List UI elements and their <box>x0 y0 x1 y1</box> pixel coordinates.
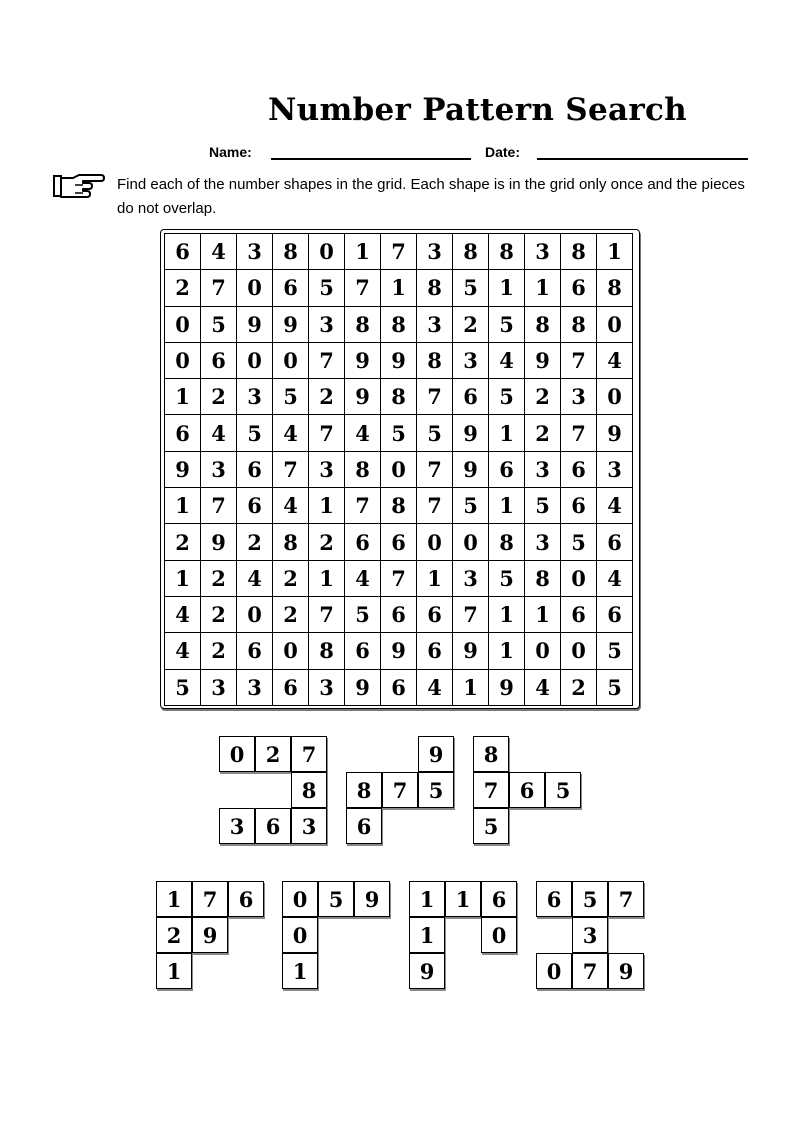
grid-cell: 6 <box>237 633 273 669</box>
grid-cell: 2 <box>309 379 345 415</box>
grid-cell: 3 <box>561 379 597 415</box>
grid-cell: 1 <box>381 270 417 306</box>
grid-cell: 7 <box>309 415 345 451</box>
grid-cell: 1 <box>489 488 525 524</box>
piece-cell: 1 <box>445 881 481 917</box>
grid-cell: 4 <box>525 670 561 706</box>
piece-cell: 7 <box>382 772 418 808</box>
grid-cell: 8 <box>309 633 345 669</box>
grid-cell: 9 <box>381 343 417 379</box>
grid-cell: 7 <box>417 488 453 524</box>
grid-cell: 6 <box>561 452 597 488</box>
grid-cell: 4 <box>237 561 273 597</box>
piece-cell: 3 <box>219 808 255 844</box>
grid-cell: 7 <box>201 488 237 524</box>
grid-cell: 8 <box>381 488 417 524</box>
grid-cell: 4 <box>201 234 237 270</box>
grid-cell: 8 <box>417 270 453 306</box>
grid-cell: 0 <box>561 633 597 669</box>
grid-cell: 3 <box>237 670 273 706</box>
grid-cell: 1 <box>489 270 525 306</box>
grid-cell: 5 <box>597 670 633 706</box>
grid-cell: 2 <box>525 415 561 451</box>
piece-cell: 3 <box>291 808 327 844</box>
grid-cell: 8 <box>381 307 417 343</box>
grid-cell: 6 <box>345 633 381 669</box>
instructions-text: Find each of the number shapes in the grid. Each shape is in the grid only once and the pieces do not overlap. <box>117 176 745 217</box>
grid-cell: 8 <box>381 379 417 415</box>
grid-cell: 6 <box>417 597 453 633</box>
grid-cell: 3 <box>417 234 453 270</box>
piece-cell: 0 <box>536 953 572 989</box>
grid-cell: 5 <box>453 270 489 306</box>
grid-cell: 1 <box>525 597 561 633</box>
name-label: Name: <box>209 144 252 160</box>
piece-cell: 9 <box>409 953 445 989</box>
grid-cell: 9 <box>489 670 525 706</box>
grid-cell: 8 <box>453 234 489 270</box>
page-title: Number Pattern Search <box>267 92 688 128</box>
grid-cell: 1 <box>165 561 201 597</box>
piece-cell: 5 <box>473 808 509 844</box>
grid-cell: 7 <box>381 561 417 597</box>
grid-cell: 2 <box>165 270 201 306</box>
piece-cell: 1 <box>156 953 192 989</box>
grid-cell: 7 <box>381 234 417 270</box>
grid-cell: 3 <box>525 452 561 488</box>
grid-cell: 6 <box>273 670 309 706</box>
grid-cell: 7 <box>309 343 345 379</box>
grid-cell: 5 <box>597 633 633 669</box>
grid-cell: 5 <box>165 670 201 706</box>
name-line[interactable] <box>271 158 471 160</box>
piece-cell: 0 <box>282 881 318 917</box>
grid-cell: 6 <box>597 524 633 560</box>
grid-cell: 1 <box>525 270 561 306</box>
grid-cell: 0 <box>525 633 561 669</box>
piece-cell: 5 <box>545 772 581 808</box>
grid-cell: 3 <box>417 307 453 343</box>
grid-cell: 8 <box>273 524 309 560</box>
grid-cell: 6 <box>561 597 597 633</box>
grid-cell: 3 <box>309 452 345 488</box>
grid-cell: 1 <box>417 561 453 597</box>
grid-cell: 8 <box>561 234 597 270</box>
grid-cell: 4 <box>273 488 309 524</box>
grid-cell: 1 <box>489 597 525 633</box>
grid-cell: 8 <box>525 307 561 343</box>
piece-cell: 1 <box>282 953 318 989</box>
grid-cell: 6 <box>561 488 597 524</box>
piece-cell: 6 <box>509 772 545 808</box>
piece-cell: 8 <box>291 772 327 808</box>
grid-cell: 5 <box>489 561 525 597</box>
grid-cell: 9 <box>597 415 633 451</box>
grid-cell: 7 <box>345 488 381 524</box>
grid-cell: 5 <box>201 307 237 343</box>
grid-cell: 5 <box>489 307 525 343</box>
grid-cell: 6 <box>237 488 273 524</box>
piece-cell: 9 <box>608 953 644 989</box>
grid-cell: 2 <box>273 597 309 633</box>
piece-cell: 9 <box>418 736 454 772</box>
piece-cell: 8 <box>346 772 382 808</box>
grid-cell: 2 <box>309 524 345 560</box>
grid-cell: 2 <box>165 524 201 560</box>
grid-cell: 0 <box>165 307 201 343</box>
piece-cell: 5 <box>418 772 454 808</box>
grid-cell: 5 <box>417 415 453 451</box>
pointing-hand-icon <box>53 172 105 200</box>
grid-cell: 3 <box>237 234 273 270</box>
grid-cell: 0 <box>597 307 633 343</box>
grid-cell: 2 <box>201 379 237 415</box>
grid-cell: 6 <box>561 270 597 306</box>
grid-cell: 0 <box>597 379 633 415</box>
piece-cell: 8 <box>473 736 509 772</box>
grid-cell: 9 <box>345 670 381 706</box>
date-label: Date: <box>485 144 521 160</box>
grid-cell: 7 <box>309 597 345 633</box>
grid-cell: 5 <box>489 379 525 415</box>
grid-cell: 5 <box>309 270 345 306</box>
piece-cell: 1 <box>409 917 445 953</box>
grid-cell: 0 <box>417 524 453 560</box>
grid-cell: 9 <box>525 343 561 379</box>
grid-cell: 0 <box>237 270 273 306</box>
grid-cell: 6 <box>489 452 525 488</box>
grid-cell: 9 <box>345 379 381 415</box>
piece-cell: 7 <box>572 953 608 989</box>
grid-cell: 9 <box>381 633 417 669</box>
grid-cell: 8 <box>597 270 633 306</box>
piece-cell: 9 <box>192 917 228 953</box>
grid-cell: 2 <box>453 307 489 343</box>
grid-cell: 9 <box>453 415 489 451</box>
grid-cell: 1 <box>165 379 201 415</box>
grid-cell: 0 <box>381 452 417 488</box>
grid-cell: 4 <box>597 488 633 524</box>
grid-cell: 8 <box>489 524 525 560</box>
grid-cell: 7 <box>417 452 453 488</box>
grid-cell: 3 <box>453 561 489 597</box>
grid-cell: 7 <box>561 415 597 451</box>
grid-cell: 1 <box>309 561 345 597</box>
grid-cell: 4 <box>273 415 309 451</box>
piece-cell: 1 <box>409 881 445 917</box>
grid-cell: 1 <box>345 234 381 270</box>
grid-cell: 1 <box>453 670 489 706</box>
grid-cell: 0 <box>237 597 273 633</box>
grid-cell: 4 <box>345 415 381 451</box>
grid-cell: 1 <box>489 633 525 669</box>
piece-cell: 2 <box>156 917 192 953</box>
piece-cell: 0 <box>282 917 318 953</box>
grid-cell: 8 <box>345 452 381 488</box>
grid-cell: 9 <box>345 343 381 379</box>
grid-cell: 0 <box>165 343 201 379</box>
grid-cell: 6 <box>165 415 201 451</box>
grid-cell: 5 <box>237 415 273 451</box>
grid-cell: 0 <box>273 343 309 379</box>
grid-cell: 4 <box>165 633 201 669</box>
piece-cell: 7 <box>608 881 644 917</box>
grid-cell: 9 <box>201 524 237 560</box>
grid-cell: 9 <box>165 452 201 488</box>
piece-cell: 0 <box>481 917 517 953</box>
grid-cell: 0 <box>273 633 309 669</box>
date-line[interactable] <box>537 158 748 160</box>
grid-cell: 3 <box>237 379 273 415</box>
grid-cell: 6 <box>273 270 309 306</box>
piece-cell: 6 <box>481 881 517 917</box>
grid-cell: 4 <box>165 597 201 633</box>
grid-cell: 8 <box>525 561 561 597</box>
grid-cell: 7 <box>453 597 489 633</box>
grid-cell: 2 <box>201 561 237 597</box>
grid-cell: 6 <box>165 234 201 270</box>
grid-cell: 3 <box>201 452 237 488</box>
grid-cell: 2 <box>201 597 237 633</box>
grid-cell: 9 <box>453 633 489 669</box>
grid-cell: 3 <box>309 670 345 706</box>
piece-cell: 7 <box>473 772 509 808</box>
grid-cell: 6 <box>201 343 237 379</box>
grid-cell: 1 <box>489 415 525 451</box>
grid-cell: 5 <box>273 379 309 415</box>
grid-cell: 2 <box>201 633 237 669</box>
grid-cell: 9 <box>237 307 273 343</box>
grid-cell: 8 <box>273 234 309 270</box>
piece-cell: 7 <box>192 881 228 917</box>
grid-cell: 3 <box>453 343 489 379</box>
grid-cell: 8 <box>561 307 597 343</box>
grid-cell: 3 <box>525 524 561 560</box>
grid-cell: 6 <box>381 524 417 560</box>
piece-cell: 3 <box>572 917 608 953</box>
piece-cell: 5 <box>318 881 354 917</box>
grid-cell: 6 <box>417 633 453 669</box>
grid-cell: 3 <box>201 670 237 706</box>
piece-cell: 7 <box>291 736 327 772</box>
piece-cell: 6 <box>536 881 572 917</box>
grid-cell: 0 <box>309 234 345 270</box>
piece-cell: 5 <box>572 881 608 917</box>
grid-cell: 7 <box>201 270 237 306</box>
grid-cell: 3 <box>309 307 345 343</box>
piece-cell: 9 <box>354 881 390 917</box>
grid-cell: 0 <box>453 524 489 560</box>
grid-cell: 6 <box>381 597 417 633</box>
grid-cell: 3 <box>597 452 633 488</box>
grid-cell: 7 <box>561 343 597 379</box>
grid-cell: 8 <box>489 234 525 270</box>
grid-cell: 7 <box>273 452 309 488</box>
piece-cell: 1 <box>156 881 192 917</box>
number-grid-frame <box>160 229 640 709</box>
grid-cell: 1 <box>165 488 201 524</box>
grid-cell: 2 <box>561 670 597 706</box>
grid-cell: 4 <box>201 415 237 451</box>
grid-cell: 1 <box>597 234 633 270</box>
grid-cell: 6 <box>453 379 489 415</box>
grid-cell: 0 <box>237 343 273 379</box>
grid-cell: 1 <box>309 488 345 524</box>
grid-cell: 5 <box>525 488 561 524</box>
grid-cell: 4 <box>597 343 633 379</box>
grid-cell: 7 <box>417 379 453 415</box>
grid-cell: 5 <box>561 524 597 560</box>
grid-cell: 9 <box>453 452 489 488</box>
piece-cell: 0 <box>219 736 255 772</box>
grid-cell: 6 <box>597 597 633 633</box>
grid-cell: 8 <box>417 343 453 379</box>
grid-cell: 4 <box>489 343 525 379</box>
name-date-row <box>0 143 800 163</box>
number-grid <box>164 233 633 706</box>
grid-cell: 2 <box>237 524 273 560</box>
grid-cell: 5 <box>453 488 489 524</box>
grid-cell: 4 <box>345 561 381 597</box>
grid-cell: 6 <box>237 452 273 488</box>
grid-cell: 3 <box>525 234 561 270</box>
grid-cell: 2 <box>525 379 561 415</box>
piece-cell: 6 <box>255 808 291 844</box>
piece-cell: 2 <box>255 736 291 772</box>
grid-cell: 5 <box>345 597 381 633</box>
grid-cell: 9 <box>273 307 309 343</box>
piece-cell: 6 <box>228 881 264 917</box>
grid-cell: 8 <box>345 307 381 343</box>
grid-cell: 5 <box>381 415 417 451</box>
grid-cell: 7 <box>345 270 381 306</box>
grid-cell: 0 <box>561 561 597 597</box>
grid-cell: 2 <box>273 561 309 597</box>
grid-cell: 6 <box>345 524 381 560</box>
piece-cell: 6 <box>346 808 382 844</box>
grid-cell: 4 <box>597 561 633 597</box>
grid-cell: 4 <box>417 670 453 706</box>
grid-cell: 6 <box>381 670 417 706</box>
